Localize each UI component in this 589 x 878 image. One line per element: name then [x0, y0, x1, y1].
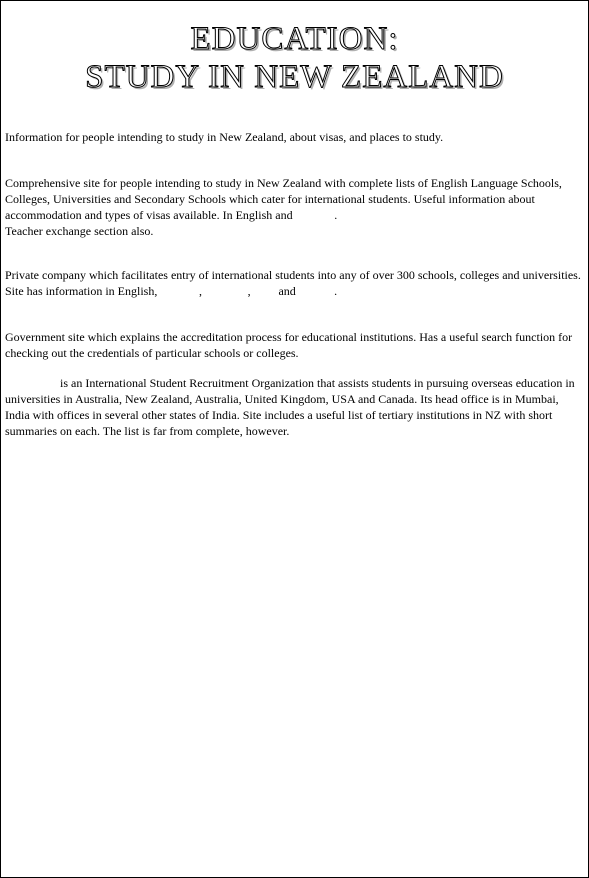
- entry-2-period: .: [334, 208, 338, 222]
- entry-5-educrown-link[interactable]: EduCrown: [5, 376, 57, 390]
- entry-3-separator: ,: [247, 284, 251, 298]
- entry-4-description: Government site which explains the accreditation process for educational institutions. Has a useful search function for checking out the credentials of particular schools or colleges.: [5, 330, 573, 360]
- entry-3-period: .: [334, 284, 338, 298]
- entry-2-description: Comprehensive site for people intending to study in New Zealand with complete lists of English Language Schools, Colleges, Universities and Secondary Schools which cater for international students. Useful information about accommodation and types of visas available. In English and: [5, 176, 562, 222]
- entry-3-and: and: [278, 284, 296, 298]
- entry-3-thai-link[interactable]: Thai: [253, 284, 276, 298]
- entry-3: [5, 267, 585, 299]
- entry-3-description: Private company which facilitates entry of international students into any of over 300 schools, colleges and universities. Site has information in English,: [5, 268, 581, 298]
- entry-2-chinese-link[interactable]: Chinese: [295, 208, 335, 222]
- entry-2-note: Teacher exchange section also.: [5, 224, 154, 238]
- page-title-line-1: EDUCATION:: [190, 21, 399, 57]
- entry-1-description: Information for people intending to study in New Zealand, about visas, and places to study.: [5, 130, 444, 144]
- entry-3-separator: ,: [199, 284, 202, 298]
- entry-3-japanese-link[interactable]: Japanese: [205, 284, 248, 298]
- page-title-line-2: STUDY IN NEW ZEALAND: [85, 59, 504, 95]
- entry-2: [5, 175, 585, 239]
- entry-3-korean-link[interactable]: Korean: [298, 284, 335, 298]
- entry-3-chinese-link[interactable]: Chinese: [160, 284, 199, 298]
- entry-5-description: is an International Student Recruitment Organization that assists students in pursuing overseas education in universities in Australia, New Zealand, Australia, United Kingdom, USA and Canada. Its head office is in Mumbai, India with offices in several other states of India. Site includes a useful list of tertiary institutions in NZ with short summaries on each. The list is far from complete, however.: [5, 376, 575, 438]
- entry-5: [5, 375, 585, 439]
